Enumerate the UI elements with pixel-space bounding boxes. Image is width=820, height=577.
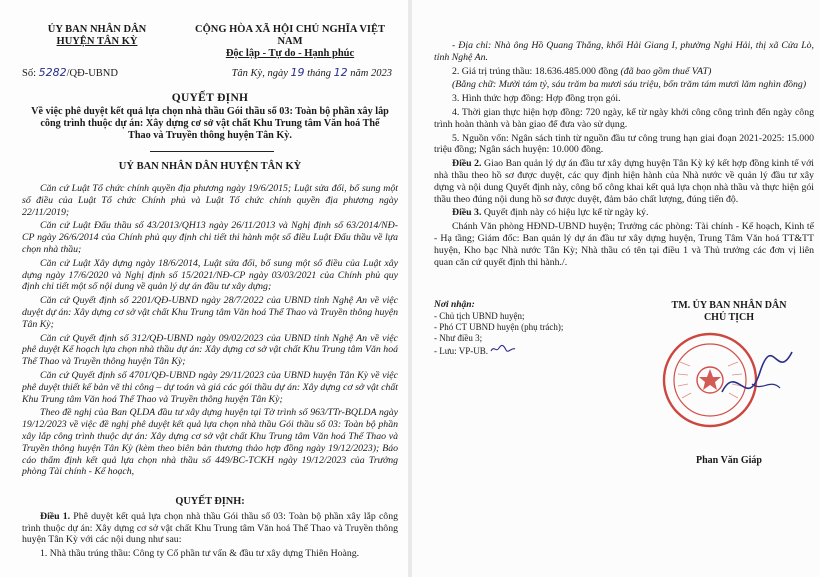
legal-basis xyxy=(22,183,398,480)
article-2: Điều 2. Giao Ban quản lý dự án đầu tư xây dựng huyện Tân Kỳ ký kết hợp đồng kinh tế với nhà thầu theo hồ sơ được duyệt, các quy định hiện hành của Nhà nước về quản lý đầu tư xây dựng và nội dung Quyết định này, công bố công khai kết quả lựa chọn nhà thầu và thực hiện gói thầu theo đúng nội dung hồ sơ được duyệt, đảm bảo chất lượng, đúng tiến độ. xyxy=(434,158,814,205)
article-1: Điều 1. Phê duyệt kết quả lựa chọn nhà thầu Gói thầu số 03: Toàn bộ phần xây lắp công trình thuộc dự án: Xây dựng cơ sở vật chất Khu Trung tâm Văn hoá Thể Thao và Truyền thông huyện Tân Kỳ với các nội dung như sau: xyxy=(22,510,398,546)
contractor-address: - Địa chỉ: Nhà ông Hồ Quang Thắng, khối Hải Giang I, phường Nghi Hải, thị xã Cửa Lò, tỉnh Nghệ An. xyxy=(434,40,814,63)
recipients-heading: Nơi nhận: xyxy=(434,300,475,310)
contract-form: 3. Hình thức hợp đồng: Hợp đồng trọn gói. xyxy=(452,93,621,105)
basis-paragraph: Theo đề nghị của Ban QLDA đầu tư xây dựng huyện tại Tờ trình số 963/TTr-BQLDA ngày 19/12/2023 về việc đề nghị phê duyệt kết quả lựa chọn nhà thầu Gói thầu số 03: Toàn bộ phần xây lắp công trình thuộc dự án: Xây dựng cơ sở vật chất Khu Trung tâm Văn hoá Thể Thao và Truyền thông huyện Tân Kỳ (kèm theo biên bản thương thảo hợp đồng ngày 19/12/2023); Báo cáo thẩm định kết quả lựa chọn nhà thầu số 449/BC-TCKH ngày 19/12/2023 của Trưởng phòng Tài chính - Kế hoạch, xyxy=(22,407,398,478)
handwritten-day: 19 xyxy=(290,66,305,79)
issuing-org xyxy=(22,24,172,48)
document-title: QUYẾT ĐỊNH xyxy=(171,92,249,104)
recipient-item: - Như điều 3; xyxy=(434,333,483,343)
national-motto: Độc lập - Tự do - Hạnh phúc xyxy=(225,48,355,59)
national-title xyxy=(182,24,398,60)
basis-paragraph: Căn cứ Luật Đấu thầu số 43/2013/QH13 ngày 26/11/2013 và Nghị định số 63/2014/NĐ-CP ngày 26/6/2014 của Chính phủ quy định chi tiết thi hành một số điều Luật Đấu thầu về lựa chọn nhà thầu; xyxy=(22,220,398,255)
decision-body xyxy=(22,492,398,562)
price-in-words: (Bằng chữ: Mười tám tỷ, sáu trăm ba mươi sáu triệu, bốn trăm tám mươi lăm nghìn đồng) xyxy=(452,79,807,91)
funding-source: 5. Nguồn vốn: Ngân sách tỉnh từ nguồn đầu tư công trung hạn giai đoạn 2021-2025: 15.000 triệu đồng; Ngân sách huyện: 10.000 đồng. xyxy=(434,132,814,156)
decide-heading: QUYẾT ĐỊNH: xyxy=(175,496,245,507)
sign-line-2: CHỦ TỊCH xyxy=(703,312,755,323)
handwritten-number: 5282 xyxy=(38,66,67,79)
authority-heading: UỶ BAN NHÂN DÂN HUYỆN TÂN KỲ xyxy=(118,161,302,172)
basis-paragraph: Căn cứ Luật Tổ chức chính quyền địa phương ngày 19/6/2015; Luật sửa đổi, bổ sung một số điều của Luật Tổ chức Chính phủ và Luật Tổ chức chính quyền địa phương ngày 22/11/2019; xyxy=(22,183,398,218)
republic-name: CỘNG HÒA XÃ HỘI CHỦ NGHĨA VIỆT NAM xyxy=(195,24,385,47)
document-subject: Về việc phê duyệt kết quả lựa chọn nhà thầu Gói thầu số 03: Toàn bộ phần xây lắp công trình thuộc dự án: Xây dựng cơ sở vật chất Khu Trung tâm Văn hoá Thể Thao và Truyền thông huyện Tân Kỳ. xyxy=(31,106,389,142)
contract-duration: 4. Thời gian thực hiện hợp đồng: 720 ngày, kể từ ngày khởi công công trình đến ngày công trình hoàn thành và bàn giao để đưa vào sử dụng. xyxy=(434,106,814,130)
sign-line-1: TM. ỦY BAN NHÂN DÂN xyxy=(671,300,787,311)
initials-scribble-icon xyxy=(490,344,516,354)
document-number: Số: 5282/QĐ-UBND xyxy=(22,66,118,79)
recipient-item: - Chủ tịch UBND huyện; xyxy=(434,311,525,321)
contract-details xyxy=(434,40,814,270)
closing-paragraph: Chánh Văn phòng HĐND-UBND huyện; Trưởng các phòng: Tài chính - Kế hoạch, Kinh tế - Hạ tầng; Giám đốc: Ban quản lý dự án đầu tư xây dựng huyện, Trung Tâm Văn hoá TT&TT huyện, Kho bạc Nhà nước Tân Kỳ; Nhà thầu có tên tại điều 1 và Thủ trưởng các đơn vị liên quan căn cứ quyết định thi hành./. xyxy=(434,221,814,268)
article-3: Điều 3. Quyết định này có hiệu lực kể từ ngày ký. xyxy=(452,207,649,219)
basis-paragraph: Căn cứ Quyết định số 4701/QĐ-UBND ngày 29/11/2023 của UBND huyện Tân Kỳ về việc phê duyệt thiết kế bản vẽ thi công – dự toán và giá các gói thầu dự án: Xây dựng cơ sở vật chất Khu Trung tâm Văn hoá Thể Thao và Truyền thông huyện Tân Kỳ; xyxy=(22,369,398,405)
recipient-item: - Lưu: VP-UB. xyxy=(434,344,624,357)
org-line-1: ỦY BAN NHÂN DÂN xyxy=(47,24,147,35)
article-1-item-1: 1. Nhà thầu trúng thầu: Công ty Cổ phần tư vấn & đầu tư xây dựng Thiên Hoàng. xyxy=(40,548,360,560)
recipient-item: - Phó CT UBND huyện (phụ trách); xyxy=(434,322,564,332)
basis-paragraph: Căn cứ Quyết định số 312/QĐ-UBND ngày 09/02/2023 của UBND tỉnh Nghệ An về việc phê duyệt Kế hoạch lựa chọn nhà thầu dự án: Xây dựng cơ sở vật chất Khu Trung tâm Văn hoá Thể Thao và Truyền thông huyện Tân Kỳ; xyxy=(22,332,398,368)
handwritten-month: 12 xyxy=(333,66,348,79)
official-seal-icon xyxy=(652,322,802,442)
divider xyxy=(150,151,274,152)
org-line-2: HUYỆN TÂN KỲ xyxy=(56,36,138,47)
winning-price: 2. Giá trị trúng thầu: 18.636.485.000 đồng (đã bao gồm thuế VAT) xyxy=(452,65,712,77)
signer-name: Phan Văn Giáp xyxy=(696,455,762,466)
document-date: Tân Kỳ, ngày 19 tháng 12 năm 2023 xyxy=(231,66,392,79)
recipients-block xyxy=(434,300,624,357)
document-page-right xyxy=(412,0,820,577)
basis-paragraph: Căn cứ Luật Xây dựng ngày 18/6/2014, Luật sửa đổi, bổ sung một số điều của Luật xây dựng ngày 17/6/2020 và Nghị định số 15/2021/NĐ-CP ngày 03/03/2021 của Chính phủ quy định chi tiết một số nội dung về quản lý dự án đầu tư xây dựng; xyxy=(22,257,398,293)
signature-block xyxy=(644,300,814,324)
basis-paragraph: Căn cứ Quyết định số 2201/QĐ-UBND ngày 28/7/2022 của UBND tỉnh Nghệ An về việc duyệt dự án: Xây dựng cơ sở vật chất Khu Trung tâm Văn hoá Thể Thao và Truyền thông huyện Tân Kỳ; xyxy=(22,295,398,330)
